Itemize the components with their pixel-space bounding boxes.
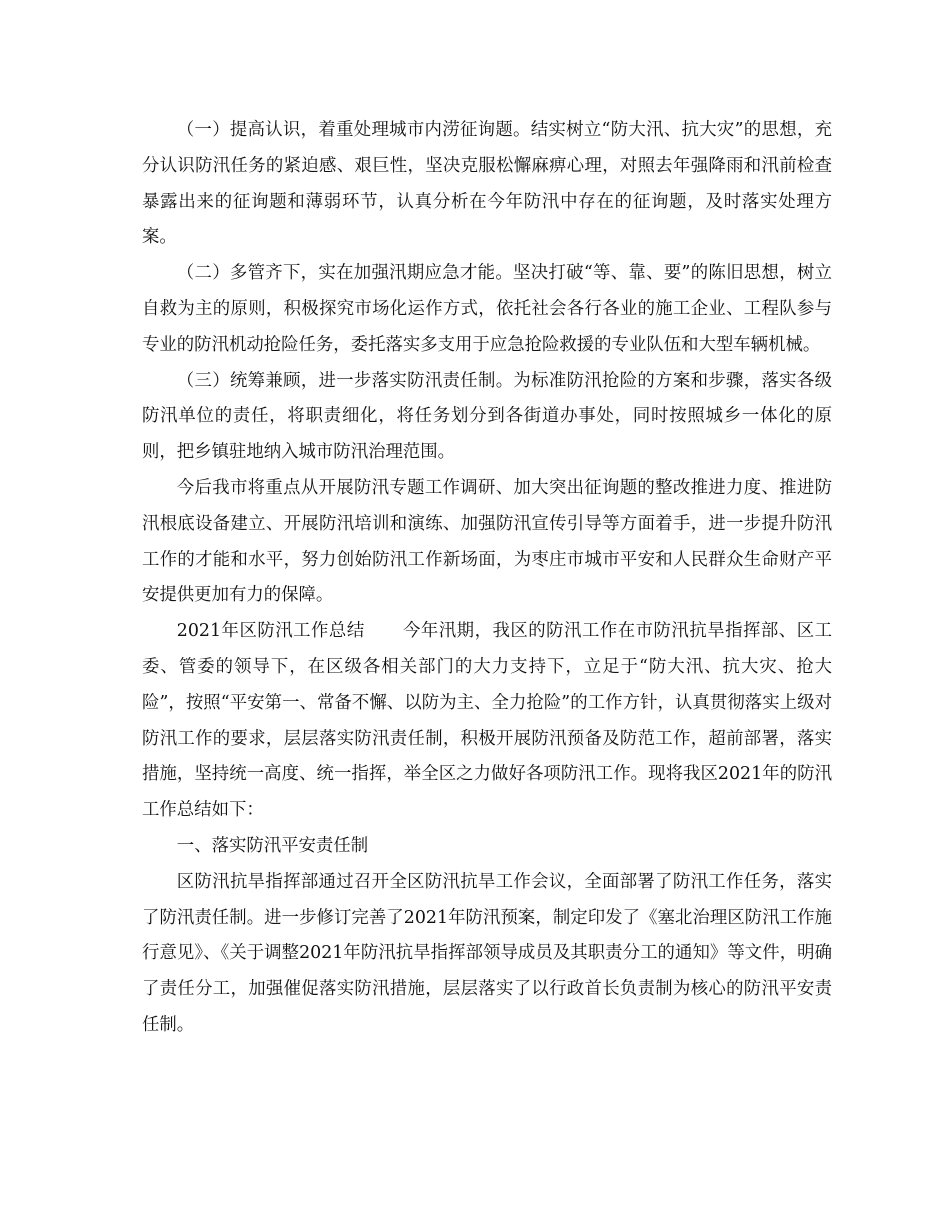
- summary-paragraph: [142, 614, 832, 829]
- summary-title: 2021年区防汛工作总结: [176, 621, 365, 642]
- document-body: [142, 113, 832, 1044]
- section-heading: 一、落实防汛平安责任制: [176, 835, 369, 856]
- paragraph-1: （一）提高认识，着重处理城市内涝征询题。结实树立“防大汛、抗大灾”的思想，充分认识防汛任务的紧迫感、艰巨性，坚决克服松懈麻痹心理，对照去年强降雨和汛前检查暴露出来的征询题和薄弱环节，认真分析在今年防汛中存在的征询题，及时落实处理方案。: [142, 120, 832, 248]
- summary-text: 今年汛期，我区的防汛工作在市防汛抗旱指挥部、区工委、管委的领导下，在区级各相关部门的大力支持下，立足于“防大汛、抗大灾、抢大险”，按照“平安第一、常备不懈、以防为主、全力抢险”的工作方针，认真贯彻落实上级对防汛工作的要求，层层落实防汛责任制，积极开展防汛预备及防范工作，超前部署，落实措施，坚持统一高度、统一指挥，举全区之力做好各项防汛工作。现将我区2021年的防汛工作总结如下：: [142, 621, 832, 821]
- paragraph-3: （三）统筹兼顾，进一步落实防汛责任制。为标准防汛抢险的方案和步骤，落实各级防汛单位的责任，将职责细化，将任务划分到各街道办事处，同时按照城乡一体化的原则，把乡镇驻地纳入城市防汛治理范围。: [142, 370, 832, 463]
- section-paragraph: 区防汛抗旱指挥部通过召开全区防汛抗旱工作会议，全面部署了防汛工作任务，落实了防汛责任制。进一步修订完善了2021年防汛预案，制定印发了《塞北治理区防汛工作施行意见》、《关于调整2021年防汛抗旱指挥部领导成员及其职责分工的通知》等文件，明确了责任分工，加强催促落实防汛措施，层层落实了以行政首长负责制为核心的防汛平安责任制。: [142, 871, 832, 1035]
- paragraph-4: 今后我市将重点从开展防汛专题工作调研、加大突出征询题的整改推进力度、推进防汛根底设备建立、开展防汛培训和演练、加强防汛宣传引导等方面着手，进一步提升防汛工作的才能和水平，努力创始防汛工作新场面，为枣庄市城市平安和人民群众生命财产平安提供更加有力的保障。: [142, 477, 832, 606]
- paragraph-2: （二）多管齐下，实在加强汛期应急才能。坚决打破“等、靠、要”的陈旧思想，树立自救为主的原则，积极探究市场化运作方式，依托社会各行各业的施工企业、工程队参与专业的防汛机动抢险任务，委托落实多支用于应急抢险救援的专业队伍和大型车辆机械。: [142, 263, 832, 355]
